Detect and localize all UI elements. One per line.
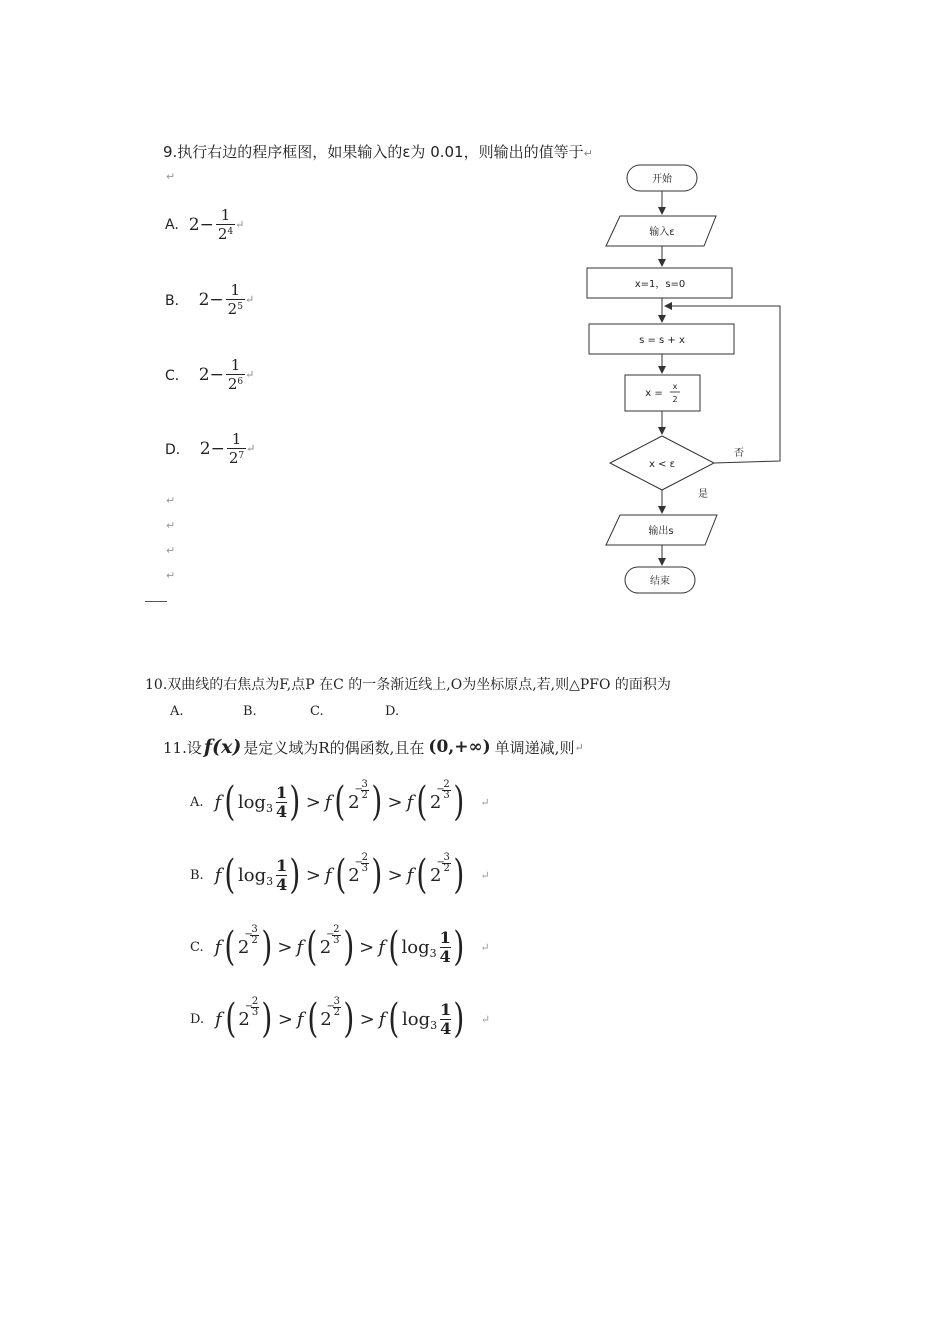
function-symbol: f (406, 864, 414, 886)
question-9-stem (163, 141, 593, 162)
option-label: A. (190, 794, 204, 810)
greater-than-sign: > (359, 936, 375, 958)
function-symbol: f (378, 936, 385, 958)
greater-than-sign: > (277, 1008, 293, 1030)
power-expression (430, 851, 451, 886)
minus-sign: − (244, 1000, 254, 1012)
power-exponent (326, 923, 340, 946)
power-expression (238, 995, 259, 1030)
denominator: $2^6$ (227, 375, 244, 393)
q11-interval: (0,+∞) (428, 737, 491, 757)
exponent: 5 (237, 302, 243, 312)
option-base: 2− (188, 214, 214, 235)
right-paren: ) (453, 924, 465, 970)
power-expression (320, 995, 341, 1030)
function-term (214, 995, 275, 1042)
flow-update-x-lhs: x = (645, 388, 663, 399)
minus-sign: − (354, 856, 364, 868)
function-term (324, 851, 385, 898)
denominator: 3 (361, 862, 369, 874)
right-paren: ) (453, 852, 465, 898)
paragraph-mark: ↵ (480, 940, 490, 954)
paragraph-mark: ↵ (480, 868, 490, 882)
numerator: 1 (230, 281, 241, 299)
numerator: 2 (333, 923, 340, 935)
function-symbol: f (296, 936, 304, 958)
greater-than-sign: > (387, 791, 403, 813)
numerator: 1 (276, 855, 288, 875)
greater-than-sign: > (387, 864, 403, 886)
log-fraction (440, 1001, 451, 1038)
log-expression (402, 929, 451, 966)
log-fraction (440, 929, 451, 966)
function-symbol: f (378, 1008, 386, 1030)
paragraph-mark: ↵ (166, 170, 176, 183)
function-term (406, 778, 467, 825)
function-term (378, 996, 467, 1042)
program-flowchart (580, 160, 790, 600)
right-paren: ) (371, 779, 383, 825)
paragraph-mark: ↵ (166, 519, 176, 532)
numerator: 1 (231, 430, 242, 448)
log-base: 3 (429, 946, 437, 960)
left-paren: ( (388, 996, 400, 1042)
q11-option-d (190, 995, 491, 1042)
function-symbol: f (324, 791, 332, 813)
denominator: 4 (440, 1018, 452, 1038)
paragraph-mark: ↵ (480, 1012, 491, 1026)
power-expression (429, 778, 451, 813)
function-term (377, 924, 466, 970)
log-word: log (402, 1008, 431, 1030)
function-term (214, 852, 303, 898)
minus-sign: − (436, 783, 445, 795)
function-symbol: f (214, 791, 222, 813)
power-expression (348, 778, 369, 813)
question-10-options (170, 704, 399, 719)
denominator: 2 (443, 862, 450, 874)
option-label: C． (165, 367, 189, 384)
flow-end-label: 结束 (650, 576, 670, 587)
left-paren: ( (388, 924, 400, 970)
power-base: 2 (319, 936, 332, 958)
right-paren: ) (343, 996, 355, 1042)
right-paren: ) (289, 852, 301, 898)
minus-sign: − (326, 1000, 336, 1012)
flow-input-label: 输入ε (649, 227, 675, 238)
question-10-stem: 10.双曲线的右焦点为F,点P 在C 的一条渐近线上,O为坐标原点,若,则△PFO 的面积为 (145, 677, 671, 693)
paragraph-mark: ↵ (246, 442, 256, 455)
left-paren: ( (224, 924, 236, 970)
power-exponent (244, 923, 258, 946)
power-exponent (436, 778, 450, 801)
q10-option-d: D. (385, 704, 400, 719)
paragraph-mark: ↵ (166, 494, 176, 507)
option-base: 2− (198, 289, 224, 310)
left-paren: ( (224, 779, 236, 825)
power-base: 2 (430, 864, 442, 886)
numerator: 2 (251, 995, 259, 1007)
right-paren: ) (261, 996, 273, 1042)
denominator: 2 (361, 789, 368, 801)
numerator: 1 (220, 206, 231, 224)
log-fraction (276, 784, 287, 821)
power-base: 2 (429, 791, 442, 813)
right-paren: ) (289, 779, 301, 825)
greater-than-sign: > (305, 864, 321, 886)
flow-no-label: 否 (734, 448, 744, 459)
question-11-stem (163, 736, 584, 758)
denominator: $2^5$ (227, 300, 243, 318)
numerator: 1 (230, 356, 241, 374)
question-9-text: 9.执行右边的程序框图，如果输入的ε为 0.01，则输出的值等于 (163, 143, 584, 161)
paragraph-mark: ↵ (166, 569, 176, 582)
minus-sign: − (354, 783, 363, 795)
option-fraction (216, 206, 235, 243)
q11-suffix: 单调递减,则 (494, 738, 575, 757)
option-label: B. (190, 867, 204, 883)
right-paren: ) (453, 779, 464, 825)
option-fraction (227, 430, 246, 467)
power-base: 2 (348, 791, 360, 813)
q10-option-b: B. (243, 704, 257, 719)
greater-than-sign: > (277, 936, 293, 958)
power-expression (348, 851, 369, 886)
numerator: 1 (275, 782, 288, 802)
right-paren: ) (371, 852, 383, 898)
function-symbol: f (214, 864, 222, 886)
exponent: 7 (238, 451, 245, 461)
function-symbol: f (324, 864, 332, 886)
denominator: 4 (439, 946, 451, 966)
q11-option-a (190, 778, 490, 825)
numerator: 1 (440, 999, 452, 1019)
q10-option-c: C. (310, 704, 324, 719)
option-base: 2− (198, 364, 224, 385)
exponent: 6 (237, 377, 244, 387)
denominator: $2^7$ (228, 449, 245, 467)
log-fraction (276, 857, 287, 894)
denominator: $2^4$ (217, 225, 234, 243)
log-word: log (237, 791, 266, 813)
function-symbol: f (215, 1008, 222, 1030)
denominator: 2 (333, 1006, 341, 1018)
option-fraction (226, 356, 245, 393)
log-base: 3 (430, 1018, 438, 1032)
flow-condition-label: x < ε (648, 459, 676, 470)
option-fraction (226, 281, 245, 318)
function-term (214, 923, 275, 970)
paragraph-mark: ↵ (583, 147, 593, 160)
flow-init-label: x=1，s=0 (634, 279, 686, 290)
q11-prefix: 11.设 (163, 738, 202, 757)
function-symbol: f (296, 1008, 304, 1030)
power-exponent (326, 995, 341, 1018)
q11-middle: 是定义域为R的偶函数,且在 (243, 738, 425, 757)
option-label: B． (165, 292, 189, 309)
power-exponent (354, 778, 369, 801)
option-base: 2− (199, 438, 225, 459)
right-paren: ) (261, 924, 273, 970)
power-exponent (354, 851, 369, 874)
denominator: 4 (275, 801, 288, 821)
numerator: 3 (361, 778, 368, 790)
q11-option-b (190, 851, 490, 898)
minus-sign: − (436, 856, 445, 868)
left-paren: ( (224, 852, 236, 898)
minus-sign: − (244, 928, 253, 940)
power-base: 2 (348, 864, 360, 886)
denominator: 3 (333, 934, 340, 946)
function-symbol: f (406, 791, 414, 813)
numerator: 2 (443, 778, 450, 790)
paragraph-mark: ↵ (480, 795, 490, 809)
q9-option-d (165, 430, 255, 467)
function-term (214, 779, 303, 825)
power-base: 2 (238, 1008, 250, 1030)
numerator: 3 (251, 923, 258, 935)
right-paren: ) (453, 996, 465, 1042)
q11-function: f(x) (203, 736, 242, 758)
power-exponent (436, 851, 450, 874)
function-symbol: f (214, 936, 222, 958)
numerator: 1 (439, 927, 451, 947)
numerator: 2 (361, 851, 369, 863)
denominator: 2 (251, 934, 258, 946)
power-exponent (244, 995, 259, 1018)
paragraph-mark: ↵ (235, 218, 245, 231)
option-label: C. (190, 939, 204, 955)
left-paren: ( (306, 996, 318, 1042)
function-term (296, 995, 357, 1042)
flow-update-x-den: 2 (672, 395, 678, 404)
power-base: 2 (237, 936, 250, 958)
log-expression (238, 857, 287, 894)
log-expression (238, 784, 287, 821)
paragraph-mark: ↵ (245, 368, 255, 381)
greater-than-sign: > (305, 791, 321, 813)
numerator: 3 (333, 995, 341, 1007)
denominator: 4 (276, 874, 288, 894)
flow-start-label: 开始 (652, 174, 672, 185)
q10-option-a: A. (170, 704, 184, 719)
left-paren: ( (334, 852, 346, 898)
greater-than-sign: > (359, 1008, 375, 1030)
flow-update-x-num: x (672, 382, 678, 391)
left-paren: ( (416, 779, 428, 825)
log-base: 3 (265, 801, 273, 815)
power-base: 2 (320, 1008, 332, 1030)
power-expression (319, 923, 341, 958)
log-word: log (237, 864, 267, 886)
left-paren: ( (225, 996, 237, 1042)
flow-output-label: 输出s (648, 526, 674, 537)
minus-sign: − (326, 928, 335, 940)
q11-option-c (190, 923, 490, 970)
left-paren: ( (416, 852, 428, 898)
function-term (295, 923, 356, 970)
log-expression (402, 1001, 451, 1038)
log-word: log (401, 936, 430, 958)
q9-option-c (165, 356, 254, 393)
exponent: 4 (227, 227, 234, 237)
flow-update-s-label: s = s + x (639, 335, 685, 346)
left-paren: ( (306, 924, 318, 970)
option-label: D. (190, 1011, 205, 1027)
paragraph-mark: ↵ (574, 740, 584, 754)
function-term (324, 778, 385, 825)
section-break-line (145, 601, 167, 602)
numerator: 3 (443, 851, 450, 863)
q9-option-a (165, 206, 244, 243)
flow-yes-label: 是 (698, 489, 708, 500)
left-paren: ( (334, 779, 346, 825)
function-term (406, 851, 467, 898)
q9-option-b (165, 281, 254, 318)
denominator: 3 (443, 789, 450, 801)
option-label: D． (165, 441, 190, 458)
paragraph-mark: ↵ (244, 293, 255, 306)
option-label: A. (165, 216, 179, 233)
right-paren: ) (342, 924, 354, 970)
paragraph-mark: ↵ (166, 544, 176, 557)
log-base: 3 (266, 874, 274, 888)
denominator: 3 (251, 1006, 259, 1018)
power-expression (237, 923, 259, 958)
